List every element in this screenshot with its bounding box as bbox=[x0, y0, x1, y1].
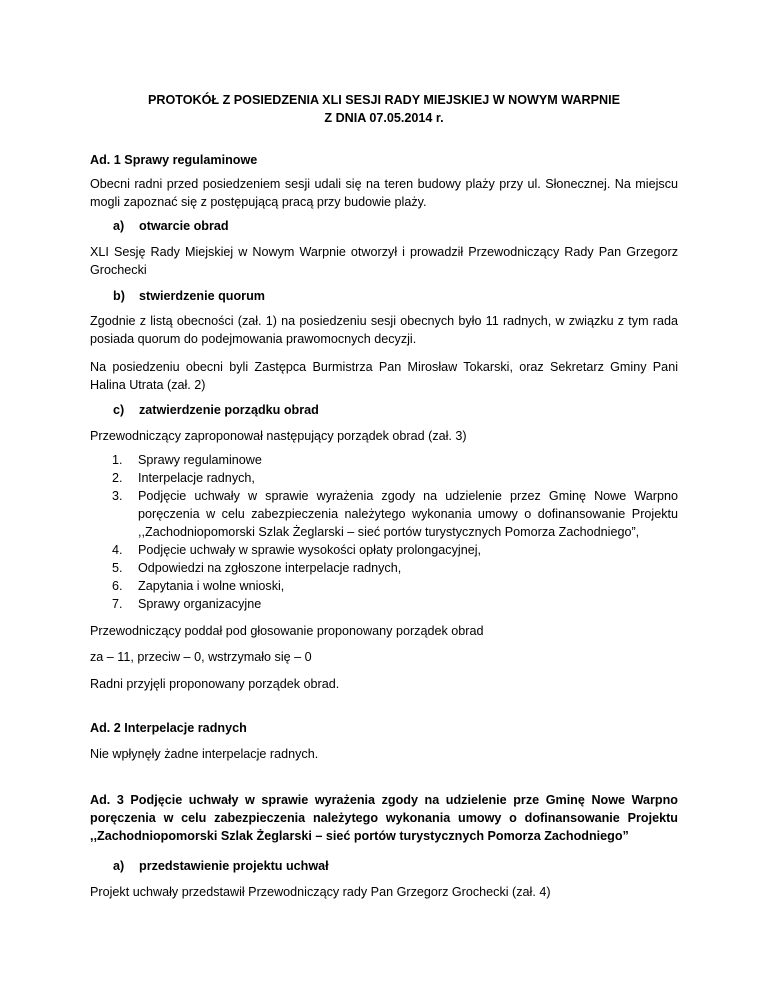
ad3-heading-line-1: Ad. 3 Podjęcie uchwały w sprawie wyrażenia zgody na udzielenie prze Gminę Nowe Warpno bbox=[90, 793, 678, 807]
subheading-c-title: zatwierdzenie porządku obrad bbox=[139, 403, 319, 417]
ad3-subheading-a bbox=[113, 857, 329, 875]
vote-result: za – 11, przeciw – 0, wstrzymało się – 0 bbox=[90, 650, 312, 664]
agenda-item: 5. Odpowiedzi na zgłoszone interpelacje radnych, bbox=[112, 561, 402, 575]
subheading-c-label: c) bbox=[113, 403, 125, 417]
subheading-b-title: stwierdzenie quorum bbox=[139, 289, 265, 303]
ad3-heading-line-3: ,,Zachodniopomorski Szlak Żeglarski – sieć portów turystycznych Pomorza Zachodniego” bbox=[90, 829, 629, 843]
agenda-item: 3. Podjęcie uchwały w sprawie wyrażenia zgody na udzielenie przez Gminę Nowe Warpno poręczenia w celu zabezpieczenia należytego wykonania umowy o dofinansowanie Projektu ,,Zachodniopomorski Szlak Żeglarski – sieć portów turystycznych Pomorza Zachodniego”, bbox=[112, 489, 678, 539]
ad2-text: Nie wpłynęły żadne interpelacje radnych. bbox=[90, 747, 319, 761]
ad1-heading: Ad. 1 Sprawy regulaminowe bbox=[90, 153, 258, 167]
subheading-a-label: a) bbox=[113, 219, 125, 233]
ad3-text: Projekt uchwały przedstawił Przewodniczący rady Pan Grzegorz Grochecki (zał. 4) bbox=[90, 885, 551, 899]
ad2-heading: Ad. 2 Interpelacje radnych bbox=[90, 721, 247, 735]
agenda-item: 2. Interpelacje radnych, bbox=[112, 471, 255, 485]
agenda-item: 7. Sprawy organizacyjne bbox=[112, 597, 262, 611]
attendees-text: Na posiedzeniu obecni byli Zastępca Burmistrza Pan Mirosław Tokarski, oraz Sekretarz Gminy Pani Halina Utrata (zał. 2) bbox=[90, 360, 678, 392]
ad1-intro: Obecni radni przed posiedzeniem sesji udali się na teren budowy plaży przy ul. Słonecznej. Na miejscu mogli zapoznać się z postępującą pracą przy budowie plaży. bbox=[90, 177, 678, 209]
agenda-intro: Przewodniczący zaproponował następujący porządek obrad (zał. 3) bbox=[90, 429, 467, 443]
agenda-item: 1. Sprawy regulaminowe bbox=[112, 453, 262, 467]
subheading-b bbox=[113, 287, 265, 305]
agenda-item: 4. Podjęcie uchwały w sprawie wysokości opłaty prolongacyjnej, bbox=[112, 543, 481, 557]
agenda-list bbox=[90, 451, 678, 613]
ad3-heading bbox=[90, 791, 678, 845]
title-line-1: PROTOKÓŁ Z POSIEDZENIA XLI SESJI RADY MIEJSKIEJ W NOWYM WARPNIE bbox=[147, 93, 621, 107]
subheading-a-title: otwarcie obrad bbox=[139, 219, 229, 233]
ad3-subheading-a-label: a) bbox=[113, 859, 125, 873]
vote-intro: Przewodniczący poddał pod głosowanie proponowany porządek obrad bbox=[90, 624, 484, 638]
subheading-b-label: b) bbox=[113, 289, 125, 303]
opening-text: XLI Sesję Rady Miejskiej w Nowym Warpnie otworzył i prowadził Przewodniczący Rady Pan Grzegorz Grochecki bbox=[90, 245, 678, 277]
vote-conclusion: Radni przyjęli proponowany porządek obrad. bbox=[90, 677, 340, 691]
ad3-subheading-a-title: przedstawienie projektu uchwał bbox=[139, 859, 329, 873]
agenda-item: 6. Zapytania i wolne wnioski, bbox=[112, 579, 285, 593]
subheading-a bbox=[113, 217, 229, 235]
quorum-text: Zgodnie z listą obecności (zał. 1) na posiedzeniu sesji obecnych było 11 radnych, w związku z tym rada posiada quorum do podejmowania prawomocnych decyzji. bbox=[90, 314, 678, 346]
subheading-c bbox=[113, 401, 319, 419]
title-line-2: Z DNIA 07.05.2014 r. bbox=[324, 111, 444, 125]
ad3-heading-line-2: poręczenia w celu zabezpieczenia należytego wykonania umowy o dofinansowanie Projektu bbox=[90, 811, 678, 825]
document-title bbox=[90, 91, 678, 127]
